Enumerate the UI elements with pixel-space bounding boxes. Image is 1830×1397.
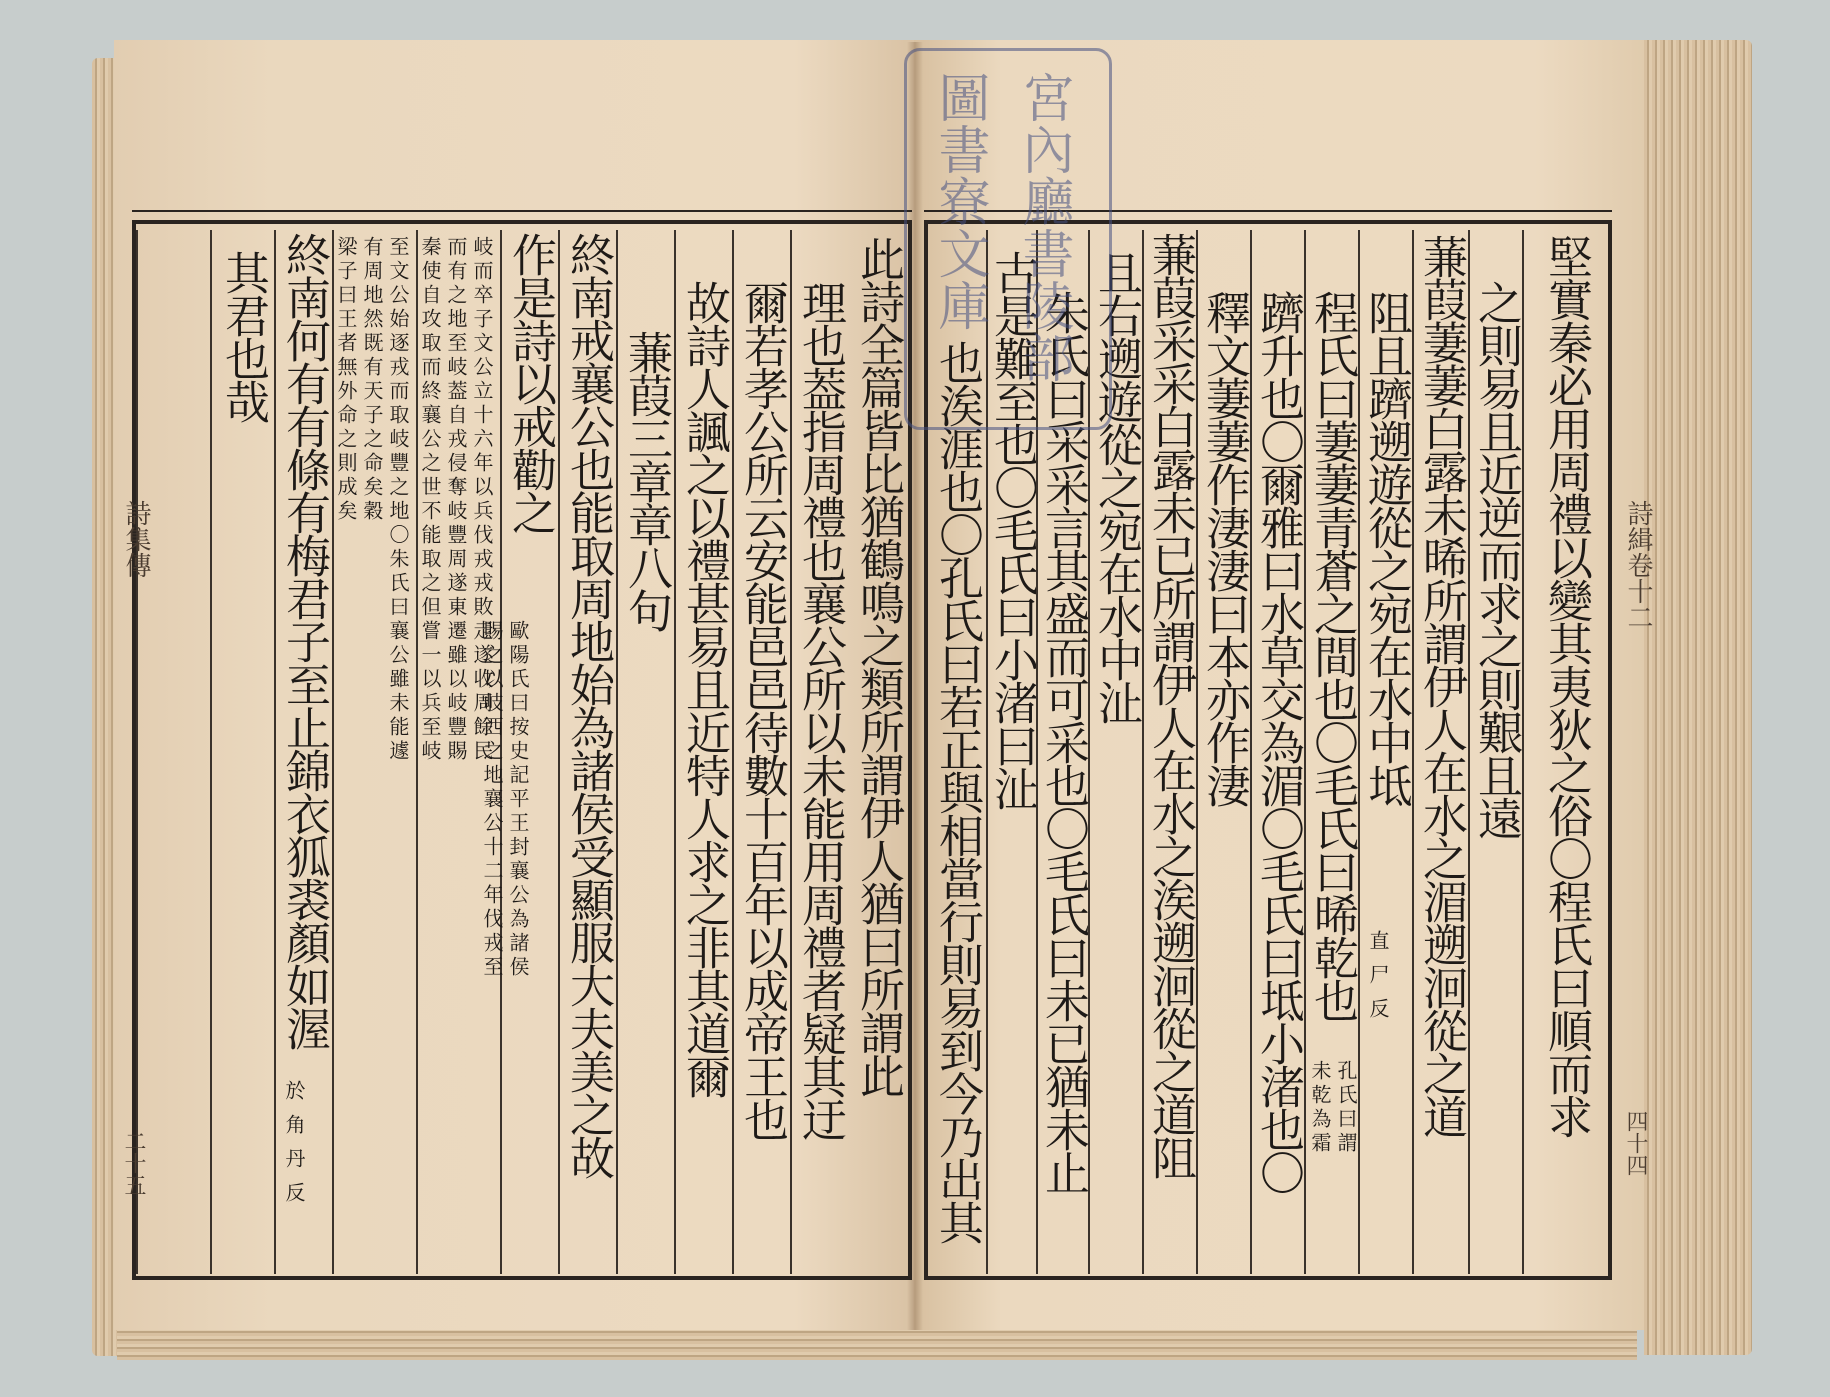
edge-title: 詩集傳 [121,500,151,578]
column-text: 故詩人諷之以禮甚易且近特人求之非其道爾 [678,280,731,1097]
text-column [790,230,848,1274]
text-column [1412,230,1468,1274]
column-text: 此詩全篇皆比猶鶴鳴之類所謂伊人猶曰所謂此 [852,236,905,1096]
annotation-text: 秦使自攻取而終襄公之世不能取之但嘗一以兵至岐 [418,236,442,764]
text-column [1304,230,1358,1274]
column-text: 作是詩以戒勸之 [504,232,557,533]
folio-number: 四十四 [1623,1110,1648,1176]
annotation-text: 梁子曰王者無外命之則成矣 [334,236,358,524]
text-column [1250,230,1304,1274]
frame-outer-rule [132,210,912,212]
column-text: 蒹葭三章章八句 [620,330,673,631]
column-text: 躋升也〇爾雅曰水草交為湄〇毛氏曰坻小渚也〇 [1252,290,1305,1193]
library-seal-stamp [904,48,1112,430]
text-column [1142,230,1196,1274]
annotation-text: 未乾為霜 [1308,1060,1332,1156]
text-column [1522,230,1608,1274]
column-text: 堅實秦必用周禮以變其夷狄之俗〇程氏曰順而求 [1540,234,1593,1137]
column-text: 古是難至也〇毛氏曰小渚曰沚 [986,250,1039,809]
text-column [210,230,274,1274]
annotation-text: 至文公始逐戎而取岐豐之地〇朱氏曰襄公雖未能遽 [386,236,410,764]
column-text: 終南何有有條有梅君子至止錦衣狐裘顏如渥 [278,232,331,1049]
blank-column [136,230,210,1274]
annotation-column [416,230,500,1274]
text-column [674,230,732,1274]
annotation-text: 有周地然既有天子之命矣穀 [360,236,384,524]
column-text: 且右遡遊從之宛在水中沚 [1090,250,1143,723]
right-page-stack [1644,40,1752,1355]
annotation-text: 歐陽氏曰按史記平王封襄公為諸侯 [506,620,530,980]
folio-number: 二十五 [121,1130,146,1196]
text-column [1468,230,1522,1274]
annotation-column [332,230,416,1274]
column-text: 終南戒襄公也能取周地始為諸侯受顯服大夫美之故 [562,232,615,1178]
annotation-text: 直尸反 [1366,930,1390,1032]
column-text: 之則易且近逆而求之則艱且遠 [1470,280,1523,839]
column-text: 其君也哉 [217,250,270,422]
text-column [1358,230,1412,1274]
column-text: 程氏曰萋萋青蒼之間也〇毛氏曰晞乾也 [1306,290,1359,1021]
seal-text: 圖書寮文庫 [929,71,989,331]
text-column [616,230,674,1274]
annotation-text: 孔氏曰謂 [1334,1060,1358,1156]
column-text: 爾若孝公所云安能邑邑待數十百年以成帝王也 [736,280,789,1140]
text-column [732,230,790,1274]
column-text: 蒹葭萋萋白露未晞所謂伊人在水之湄遡洄從之道 [1415,234,1468,1137]
text-column [1196,230,1250,1274]
annotation-text: 於角丹反 [282,1080,306,1216]
column-text: 釋文萋萋作淒淒曰本亦作淒 [1198,290,1251,806]
left-page-frame [132,220,912,1280]
text-column [848,230,908,1274]
text-column [558,230,616,1274]
column-text: 也涘涯也〇孔氏曰若正與相當行則易到今乃出其 [931,340,984,1243]
annotation-text: 岐而卒子文公立十六年以兵伐戎戎敗走遂收周餘民 [470,236,494,764]
open-book [92,30,1752,1365]
column-text: 蒹葭采采白露未已所謂伊人在水之涘遡洄從之道阻 [1144,232,1197,1178]
annotation-text: 賜之以岐西之地襄公十二年伐戎至 [480,620,504,980]
seal-text: 宮內廳書陵部 [1013,71,1073,383]
edge-title: 詩緝卷十二 [1623,500,1653,630]
annotation-text: 而有之地至岐葢自戎侵奪岐豐周遂東遷雖以岐豐賜 [444,236,468,764]
column-text: 理也葢指周禮也襄公所以未能用周禮者疑其迂 [794,280,847,1140]
column-text: 阻且躋遡遊從之宛在水中坻 [1360,290,1413,806]
text-column [274,230,332,1274]
column-text: 朱氏曰采采言其盛而可采也〇毛氏曰未已猶未止 [1037,290,1090,1193]
